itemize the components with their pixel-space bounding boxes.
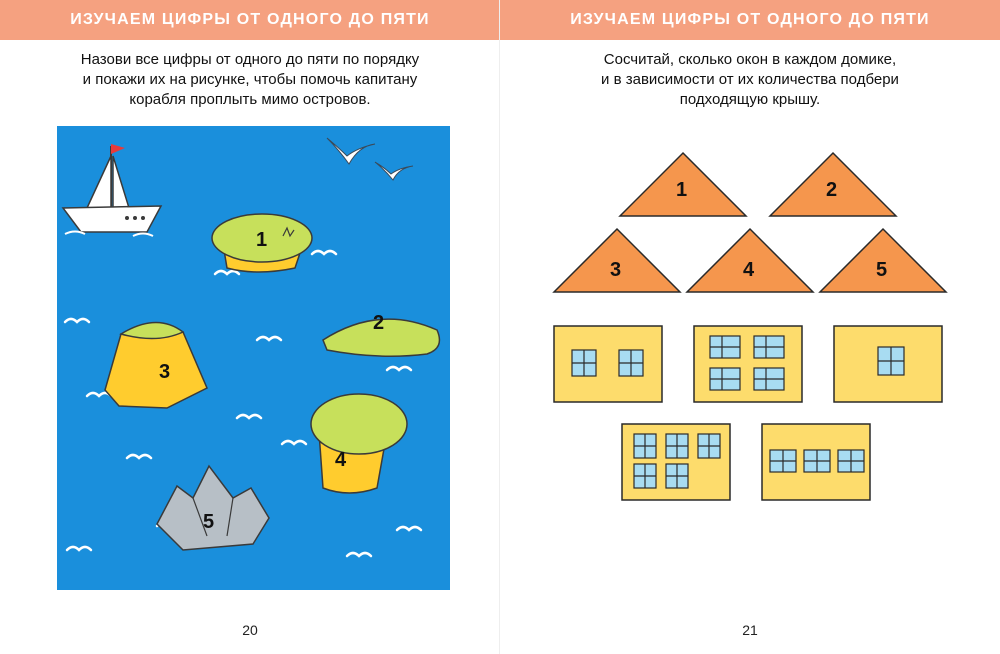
instruction-line: и в зависимости от их количества подбери [601,71,899,88]
roof-1 [620,153,746,216]
left-instruction [40,50,460,110]
instruction-line: и покажи их на рисунке, чтобы помочь капитану [82,71,418,88]
house-2-windows [554,326,662,402]
roof-3 [554,229,680,292]
sea-illustration [57,126,450,590]
right-page [500,0,1000,654]
right-instruction [540,50,960,110]
island-number: 2 [373,312,385,334]
roof-number: 3 [610,259,622,281]
house-5-windows [622,424,730,500]
roof-4 [687,229,813,292]
roofs-and-houses [500,140,1000,510]
instruction-line: Назови все цифры от одного до пяти по порядку [80,51,420,68]
roof-5 [820,229,946,292]
roof-number: 2 [826,179,838,201]
right-page-header: ИЗУЧАЕМ ЦИФРЫ ОТ ОДНОГО ДО ПЯТИ [500,0,1000,40]
instruction-line: подходящую крышу. [679,91,821,108]
roof-number: 5 [876,259,888,281]
roof-2 [770,153,896,216]
island-number: 4 [335,449,347,471]
island-1 [212,214,312,272]
roof-number: 1 [676,179,688,201]
roof-number: 4 [743,259,755,281]
house-3-windows [762,424,870,500]
island-number: 3 [159,361,171,383]
page-number: 21 [742,622,758,638]
house-1-window [834,326,942,402]
house-4-windows [694,326,802,402]
island-number: 5 [203,511,215,533]
left-page-header: ИЗУЧАЕМ ЦИФРЫ ОТ ОДНОГО ДО ПЯТИ [0,0,500,40]
page-number: 20 [242,622,258,638]
instruction-line: корабля проплыть мимо островов. [129,91,371,108]
instruction-line: Сосчитай, сколько окон в каждом домике, [603,51,897,68]
island-number: 1 [256,229,268,251]
